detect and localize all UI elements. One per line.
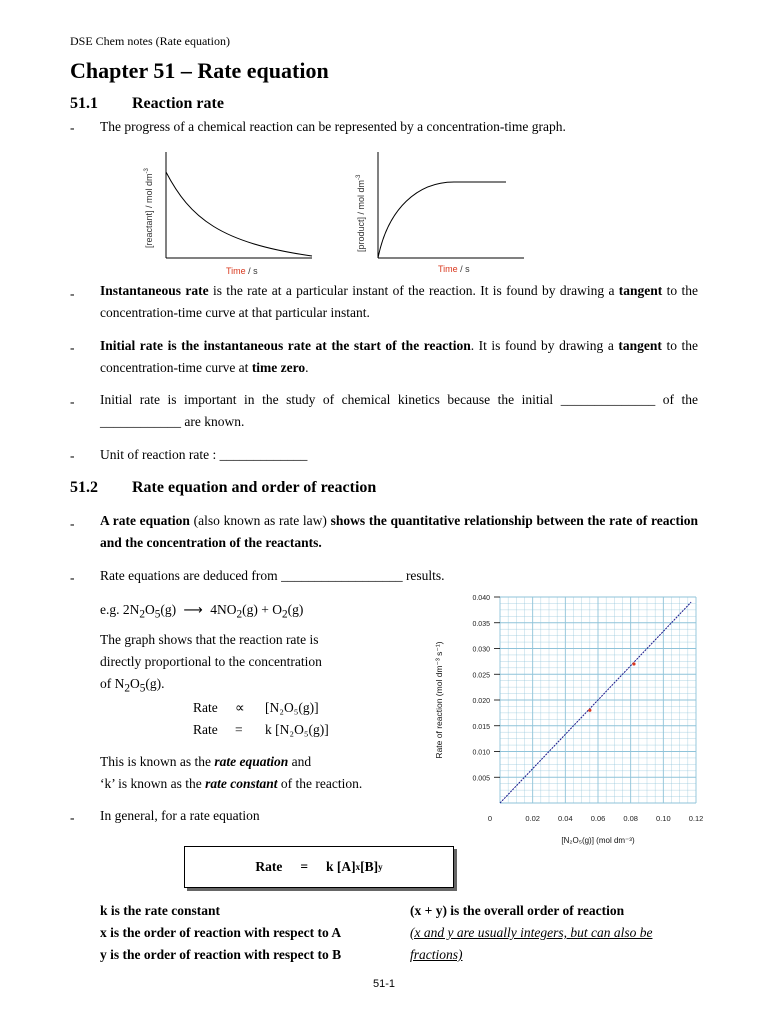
y-tick-label: 0.020 xyxy=(472,698,490,705)
rate-concentration-chart xyxy=(428,585,718,850)
paragraph-instantaneous-rate: Instantaneous rate is the rate at a particular instant of the reaction. It is found by drawing a tangent to the concentration-time curve at that particular instant. xyxy=(100,283,698,320)
data-point xyxy=(588,709,591,712)
section-title: Rate equation and order of reaction xyxy=(132,479,377,496)
bullet: - xyxy=(70,516,75,531)
section-number: 51.1 xyxy=(70,95,98,112)
y-tick-label: 0.005 xyxy=(472,775,490,783)
section-51-1-heading xyxy=(70,95,224,113)
data-point xyxy=(632,662,635,665)
general-rate-equation-box: Rate = k [A] x [B] y xyxy=(184,846,454,888)
section-51-2-heading xyxy=(70,479,376,497)
page-number: 51-1 xyxy=(372,978,396,990)
x-axis-label: Time / s xyxy=(438,264,470,274)
y-tick-label: 0.025 xyxy=(472,672,490,680)
x-tick-label: 0.06 xyxy=(590,814,606,823)
reaction-arrow: ⟶ xyxy=(183,602,203,618)
term-rate-equation: A rate equation xyxy=(100,513,190,528)
page-header: DSE Chem notes (Rate equation) xyxy=(70,34,230,48)
term-time-zero: time zero xyxy=(251,360,306,375)
paragraph-concentration-time: The progress of a chemical reaction can be represented by a concentration-time graph. xyxy=(100,119,566,134)
growth-curve xyxy=(378,182,506,258)
def-x: x is the order of reaction with respect to A xyxy=(100,925,342,940)
rate-equation-relation: Rate = k [N₂O₅(g)] xyxy=(193,722,329,737)
y-axis-label: [reactant] / mol $dm^{-3}$ xyxy=(144,168,154,248)
note-fractions: fractions) xyxy=(410,947,463,962)
y-tick-label: 0.010 xyxy=(472,749,490,757)
note-integers: (x and y are usually integers, but can also be xyxy=(410,925,653,940)
y-axis-label: Rate of reaction (mol dm⁻³ s⁻¹) xyxy=(434,641,444,759)
chapter-title: Chapter 51 – Rate equation xyxy=(70,58,329,83)
def-k: k is the rate constant xyxy=(100,903,220,918)
graph-explanation: The graph shows that the reaction rate is directly proportional to the concentration of $N_2O_5(g)$. xyxy=(100,632,322,695)
y-tick-label: 0.015 xyxy=(472,723,490,731)
definitions-right xyxy=(410,900,652,966)
def-overall-order: (x + y) is the overall order of reaction xyxy=(410,903,625,918)
y-tick-label: 0.030 xyxy=(472,646,490,654)
bullet: - xyxy=(70,448,75,463)
def-y: y is the order of reaction with respect to B xyxy=(100,947,342,962)
rate-equation-note: This is known as the rate equation and xyxy=(100,754,312,769)
fill-in-blank: _____________ xyxy=(219,447,308,462)
product-time-graph xyxy=(348,148,528,280)
y-axis-label: [product] / mol $dm^{-3}$ xyxy=(356,174,366,252)
paragraph-initial-rate-importance: Initial rate is important in the study of chemical kinetics because the initial ______________ of the ____________ are known. xyxy=(100,392,698,429)
term-instantaneous-rate: Instantaneous rate xyxy=(100,283,209,298)
proportionality-relation: Rate ∝ [N₂O₅(g)] xyxy=(193,700,319,716)
paragraph-deduced-from: Rate equations are deduced from __________________ results. xyxy=(100,568,445,583)
bullet: - xyxy=(70,394,75,409)
series-line xyxy=(500,602,691,803)
x-tick-label: 0.04 xyxy=(558,814,573,823)
bullet: - xyxy=(70,810,75,825)
paragraph-rate-equation-definition: A rate equation (also known as rate law) shows the quantitative relationship between the rate of reaction and the concentration of the reactants. xyxy=(100,513,698,550)
paragraph-unit-rate: Unit of reaction rate : _____________ xyxy=(100,447,308,462)
term-initial-rate: Initial rate is the instantaneous rate at the start of the reaction xyxy=(100,338,471,353)
fill-in-blank: ____________ xyxy=(100,414,181,429)
y-tick-label: 0.040 xyxy=(472,595,490,602)
x-axis-label: [N₂O₅(g)] (mol dm⁻³) xyxy=(561,836,635,845)
x-tick-label: 0.10 xyxy=(656,814,671,823)
fill-in-blank: __________________ xyxy=(281,568,403,583)
x-tick-label: 0.02 xyxy=(525,814,540,823)
y-tick-label: 0.035 xyxy=(472,620,490,628)
x-axis-label: Time / s xyxy=(226,266,258,276)
paragraph-general-rate: In general, for a rate equation xyxy=(100,808,260,823)
term-tangent: tangent xyxy=(618,338,662,353)
x-tick-label: 0.12 xyxy=(688,814,704,823)
x-tick-label: 0 xyxy=(487,814,493,823)
bullet: - xyxy=(70,286,75,301)
decay-curve xyxy=(166,172,312,256)
rate-constant-note: ‘k’ is known as the rate constant of the reaction. xyxy=(100,776,363,791)
example-equation: e.g. $2N_2O_5(g)$ ⟶ $4NO_2(g) + O_2(g)$ xyxy=(100,602,304,621)
bullet: - xyxy=(70,340,75,355)
paragraph-initial-rate: Initial rate is the instantaneous rate at the start of the reaction. It is found by drawing a tangent to the concentration-time curve at time zero. xyxy=(100,338,698,375)
section-title: Reaction rate xyxy=(132,95,224,112)
bullet: - xyxy=(70,120,75,135)
definitions-left xyxy=(100,900,341,966)
x-tick-label: 0.08 xyxy=(623,814,638,823)
term-tangent: tangent xyxy=(618,283,663,298)
section-number: 51.2 xyxy=(70,479,98,496)
fill-in-blank: ______________ xyxy=(560,392,656,407)
bullet: - xyxy=(70,570,75,585)
reactant-time-graph xyxy=(140,148,320,280)
